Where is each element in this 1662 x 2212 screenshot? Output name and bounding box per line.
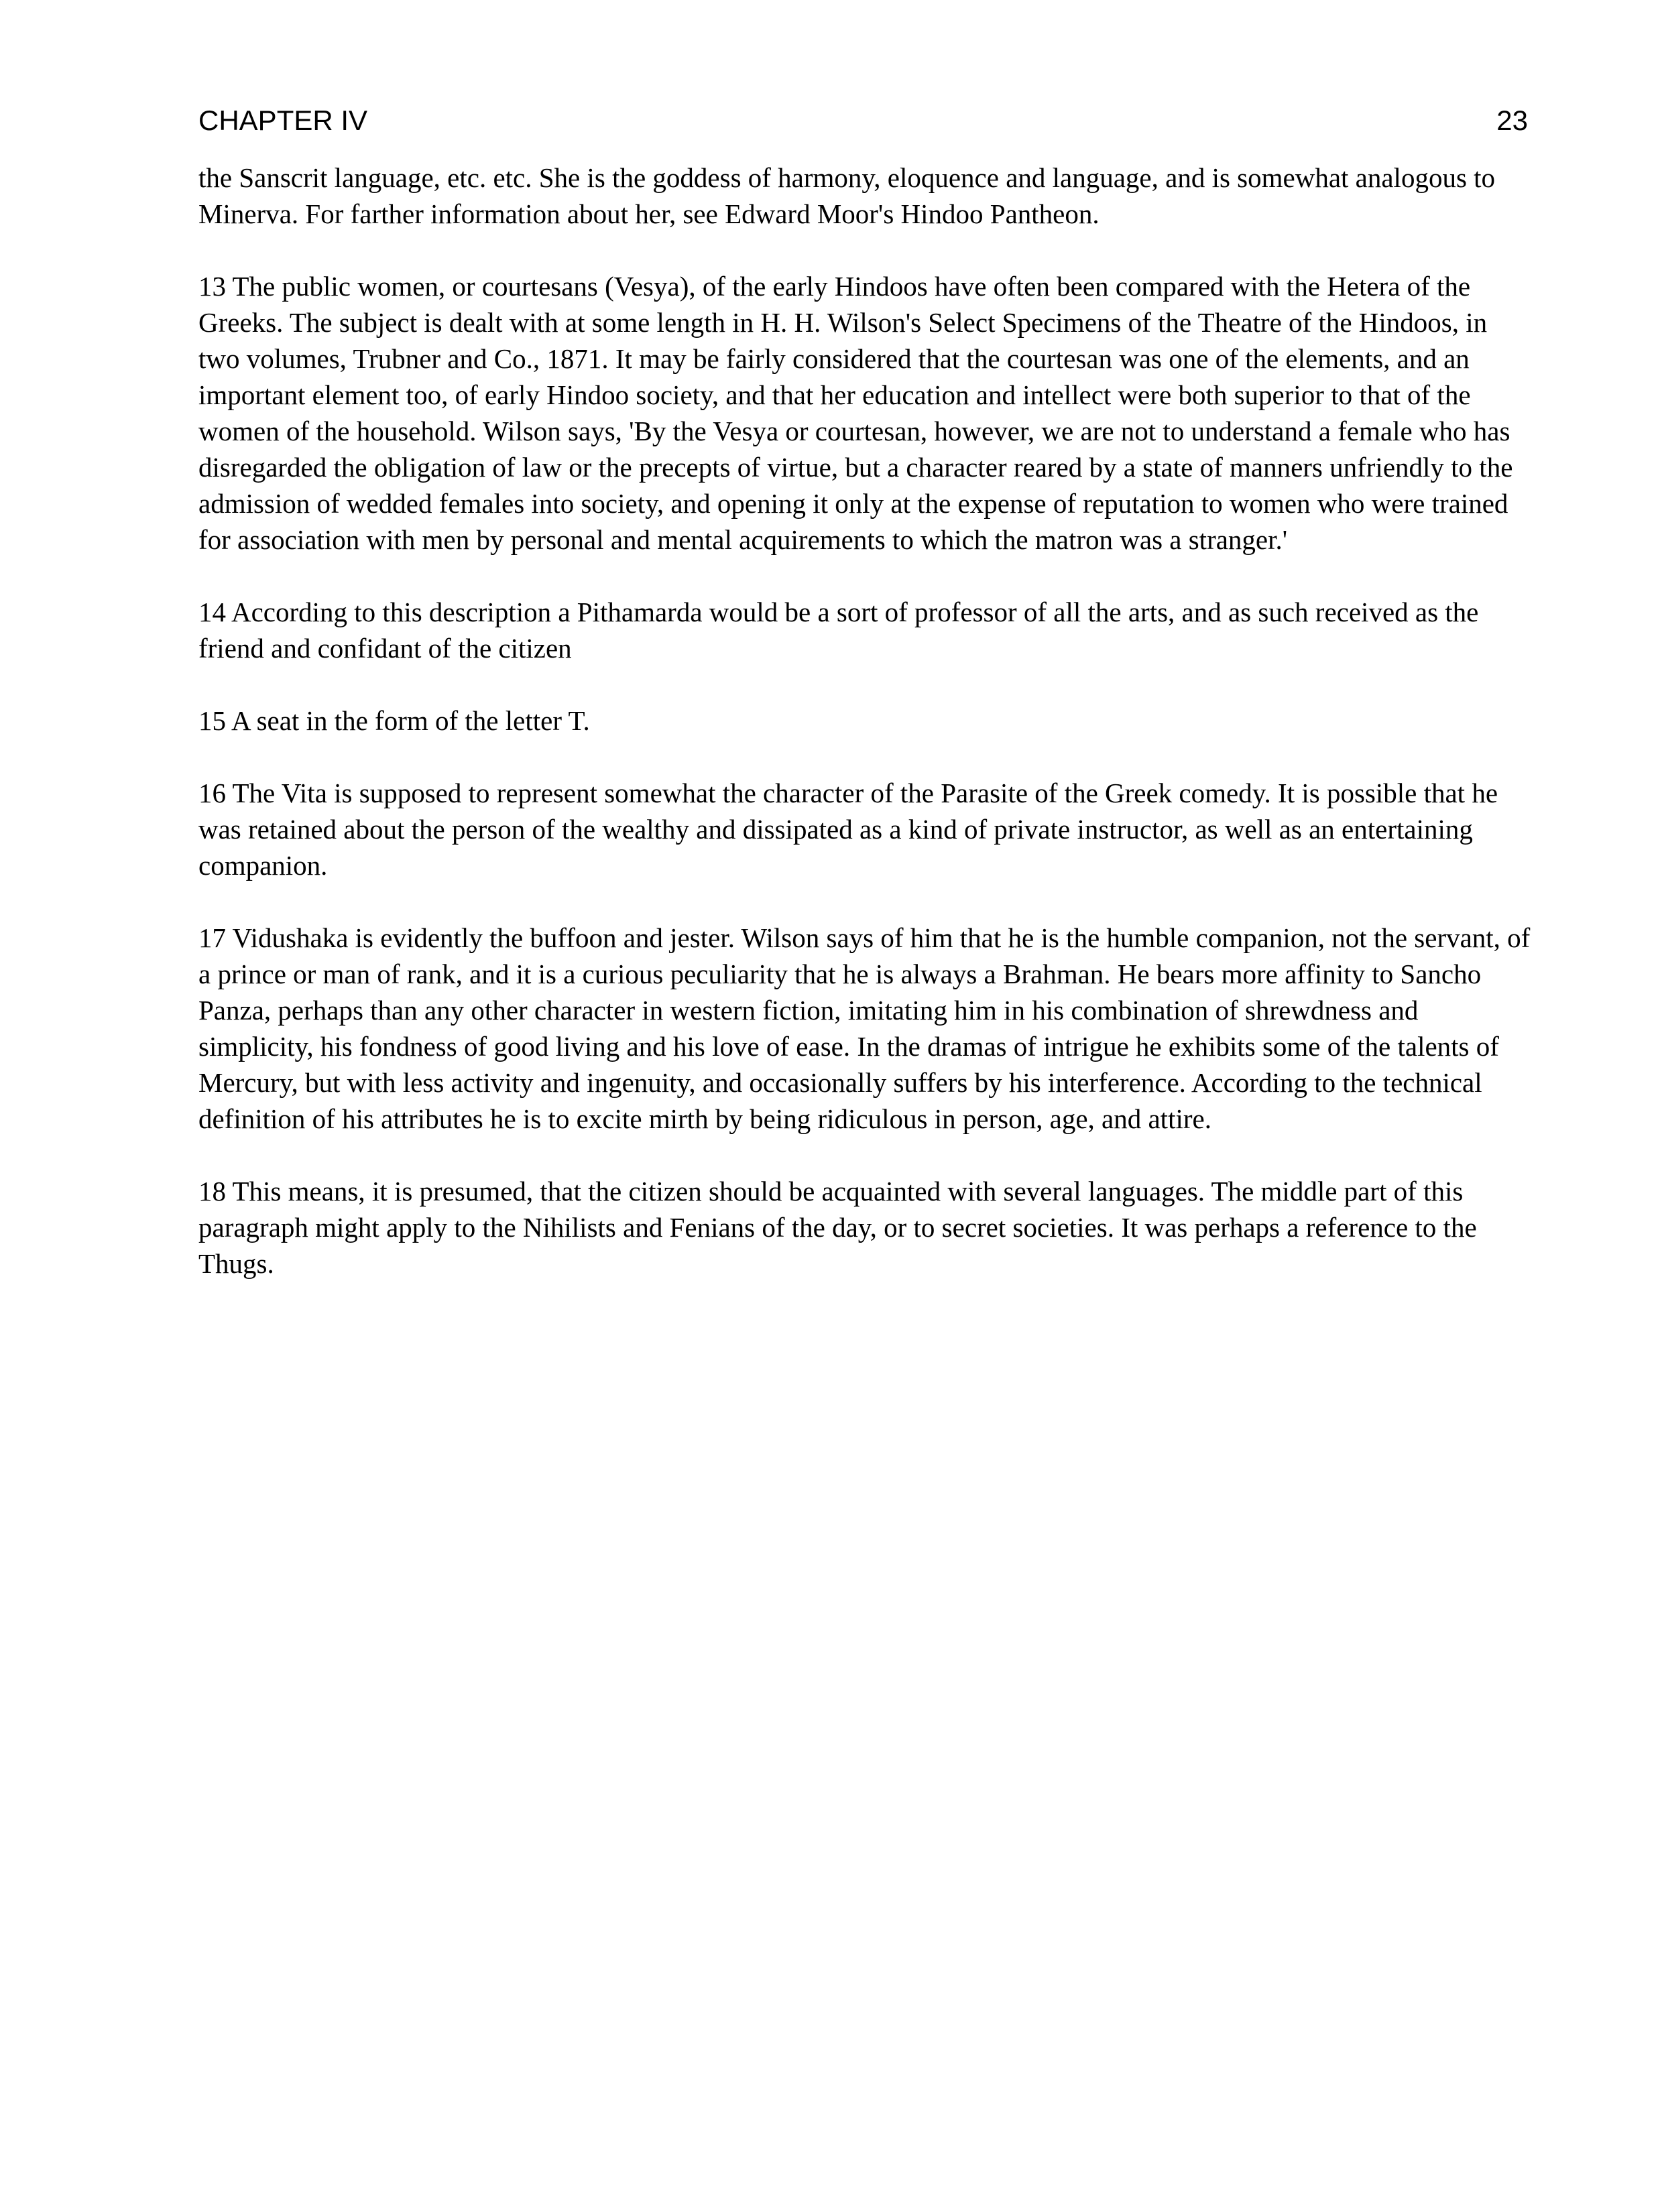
page-body	[198, 160, 1534, 1318]
note-15-paragraph: 15 A seat in the form of the letter T.	[198, 705, 590, 736]
note-continuation-paragraph: the Sanscrit language, etc. etc. She is the goddess of harmony, eloquence and language, and is somewhat analogous to Minerva. For farther information about her, see Edward Moor's Hindoo Pantheon.	[198, 162, 1496, 229]
note-16-paragraph: 16 The Vita is supposed to represent somewhat the character of the Parasite of the Greek comedy. It is possible that he was retained about the person of the wealthy and dissipated as a kind of private instructor, as well as an entertaining companion.	[198, 778, 1498, 881]
note-14-paragraph: 14 According to this description a Pithamarda would be a sort of professor of all the arts, and as such received as the friend and confidant of the citizen	[198, 597, 1479, 664]
note-18-paragraph: 18 This means, it is presumed, that the citizen should be acquainted with several languages. The middle part of this paragraph might apply to the Nihilists and Fenians of the day, or to secret societies. It was perhaps a reference to the Thugs.	[198, 1176, 1477, 1279]
note-13-paragraph: 13 The public women, or courtesans (Vesya), of the early Hindoos have often been compared with the Hetera of the Greeks. The subject is dealt with at some length in H. H. Wilson's Select Specimens of the Theatre of the Hindoos, in two volumes, Trubner and Co., 1871. It may be fairly considered that the courtesan was one of the elements, and an important element too, of early Hindoo society, and that her education and intellect were both superior to that of the women of the household. Wilson says, 'By the Vesya or courtesan, however, we are not to understand a female who has disregarded the obligation of law or the precepts of virtue, but a character reared by a state of manners unfriendly to the admission of wedded females into society, and opening it only at the expense of reputation to women who were trained for association with men by personal and mental acquirements to which the matron was a stranger.'	[198, 271, 1513, 555]
note-17-paragraph: 17 Vidushaka is evidently the buffoon and jester. Wilson says of him that he is the humble companion, not the servant, of a prince or man of rank, and it is a curious peculiarity that he is always a Brahman. He bears more affinity to Sancho Panza, perhaps than any other character in western fiction, imitating him in his combination of shrewdness and simplicity, his fondness of good living and his love of ease. In the dramas of intrigue he exhibits some of the talents of Mercury, but with less activity and ingenuity, and occasionally suffers by his interference. According to the technical definition of his attributes he is to excite mirth by being ridiculous in person, age, and attire.	[198, 922, 1531, 1134]
chapter-title: CHAPTER IV	[198, 105, 368, 136]
running-header	[198, 102, 1528, 139]
page-number: 23	[1496, 105, 1528, 136]
